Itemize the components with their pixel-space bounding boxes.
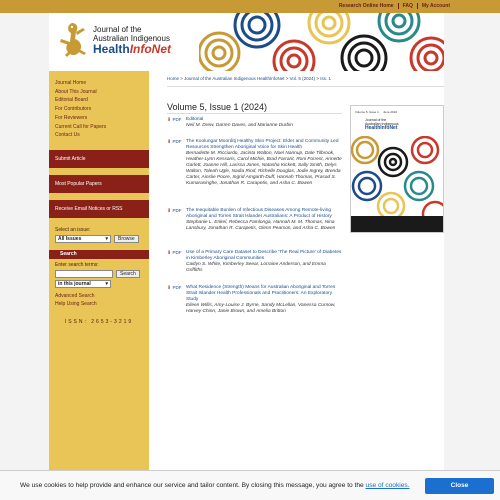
breadcrumb-journal[interactable]: Journal of the Australian Indigenous HealthInfoNet — [184, 76, 285, 81]
issue-select-row — [49, 235, 149, 243]
sidebar-item-editorial-board[interactable]: Editorial Board — [55, 97, 88, 104]
cookie-banner — [0, 470, 500, 500]
article-authors: Bernadette M. Ricciardo, Jacinta Walton, Noel Nannup, Dale Tilbrook, Heather-Lynn Kessaris, Carol Michie, Brad Farrant, Roni Forrest, Annette Garlett, Joanne Hill, Larissa Jones, Natasha Kickett, Sally Smith, Delys Walton, Taleah Ugle, Nadia Rind, Richelle Douglas, Jodie Ingrey, Brenda Carter, Ainslie Poore, Ingrid Amgarth-Duff, Hannah Thomas, Prasad S. Kumarasinghe, Jonathan R. Carapetis, and Asha C. Bowen — [186, 151, 342, 186]
pdf-icon: ⬇ — [167, 285, 172, 291]
article-title[interactable]: The Koolungar Moorditj Healthy Skin Project: Elder and Community Led Resources Strengthen Aboriginal Voice for Skin Health — [186, 139, 339, 150]
cover-issue: Volume 5, Issue 1 — [355, 110, 379, 114]
search-input[interactable] — [55, 270, 113, 278]
close-button[interactable]: Close — [425, 478, 494, 494]
sidebar-item-contact[interactable]: Contact Us — [55, 132, 80, 139]
article-title[interactable]: Editorial — [186, 117, 204, 122]
pdf-link[interactable] — [167, 208, 181, 214]
sidebar — [49, 71, 149, 475]
issue-cover-image[interactable] — [350, 105, 444, 233]
cover-circle-art — [351, 136, 444, 220]
gecko-logo-icon — [55, 19, 89, 59]
pdf-icon: ⬇ — [167, 139, 172, 145]
breadcrumb-separator: > — [284, 76, 290, 81]
breadcrumb-separator: > — [315, 76, 321, 81]
pdf-label: PDF — [172, 117, 182, 122]
pdf-icon: ⬇ — [167, 250, 172, 256]
cover-title-1: Journal of the — [365, 118, 387, 122]
pdf-label: PDF — [172, 250, 182, 255]
cookie-message — [20, 482, 410, 489]
sidebar-links — [49, 71, 149, 144]
logo-line-1: Journal of the — [93, 25, 142, 34]
pdf-label: PDF — [172, 139, 182, 144]
article-authors: Eileen Willis, Amy-Louise J. Byrne, Sandy McLellan, Vanessa Curnow, Harvey Chinn, Janie Brown, and Amelia Britton — [186, 303, 336, 314]
browse-button[interactable]: Browse — [114, 235, 139, 243]
cookie-message-text: We use cookies to help provide and enhance our service and tailor content. By closing this message, you agree to the — [20, 482, 366, 489]
cover-title-3: HealthInfoNet — [365, 125, 398, 131]
divider — [167, 113, 342, 114]
logo-brand-health: Health — [93, 42, 130, 56]
logo-brand — [93, 43, 171, 56]
pdf-link[interactable] — [167, 117, 181, 123]
popular-papers-button[interactable]: Most Popular Papers — [49, 175, 149, 193]
journal-logo-text — [93, 25, 171, 56]
breadcrumb — [167, 76, 331, 81]
cover-footer — [351, 216, 443, 232]
cover-title-2: Australian Indigenous — [365, 122, 399, 126]
cover-issue-text — [355, 110, 397, 114]
sidebar-item-reviewers[interactable]: For Reviewers — [55, 114, 88, 121]
pdf-link[interactable] — [167, 250, 181, 256]
breadcrumb-separator: > — [179, 76, 185, 81]
logo-brand-infonet: InfoNet — [129, 42, 172, 56]
chevron-down-icon: ▾ — [105, 235, 108, 242]
issue-select-value: All Issues — [58, 235, 82, 242]
pdf-label: PDF — [172, 208, 182, 213]
sidebar-item-journal-home[interactable]: Journal Home — [55, 80, 87, 86]
breadcrumb-volume[interactable]: Vol. 5 (2024) — [289, 76, 316, 81]
pdf-link[interactable] — [167, 139, 181, 145]
article-title[interactable]: What Residence (Strength) Means for Australian Aboriginal and Torres Strait Islander Health Professionals and Practitioners: An Exploratory Study — [186, 285, 336, 302]
sidebar-item-call-for-papers[interactable]: Current Call for Papers — [55, 123, 107, 130]
scope-select[interactable] — [55, 280, 111, 288]
article-authors: Stephanie L. Enkel, Rebecca Famlonga, Hannah M. M. Thomas, Nina Lansbury, Jonathan R. Carapetis, Glenn Pearson, and Asha C. Bowen — [186, 220, 336, 231]
search-input-row — [49, 270, 149, 278]
divider — [167, 86, 444, 87]
scope-select-value: in this journal — [58, 280, 91, 287]
cookie-policy-link[interactable]: use of cookies. — [365, 482, 410, 489]
search-heading: Search — [49, 250, 149, 259]
search-button[interactable]: Search — [116, 270, 140, 278]
logo-line-2: Australian Indigenous — [93, 34, 170, 43]
pdf-link[interactable] — [167, 285, 181, 291]
issn-text: ISSN: 2653-3219 — [64, 318, 134, 325]
help-search-link[interactable]: Help Using Search — [55, 301, 97, 308]
top-nav — [335, 3, 454, 9]
article-title[interactable]: The Inequitable Burden of Infectious Diseases Among Remote-living Aboriginal and Torres Strait Islander Australians: A Product of History — [186, 208, 332, 219]
email-notices-button[interactable]: Receive Email Notices or RSS — [49, 200, 149, 218]
issue-select[interactable] — [55, 235, 111, 243]
advanced-search-link[interactable]: Advanced Search — [55, 292, 95, 299]
pdf-icon: ⬇ — [167, 208, 172, 214]
journal-header[interactable] — [49, 13, 444, 71]
pdf-label: PDF — [172, 285, 182, 290]
sidebar-item-about[interactable]: About This Journal — [55, 88, 97, 95]
article-authors: Neil M. Drew, Darren Daves, and Marianne Durbin — [186, 123, 293, 128]
top-bar — [0, 0, 500, 13]
select-issue-label: Select an issue: — [55, 226, 91, 233]
search-terms-label: Enter search terms: — [55, 261, 99, 268]
submit-article-button[interactable]: Submit Article — [49, 150, 149, 168]
article-authors: Caitlyn S. White, Kimberley Seear, Lorraine Anderson, and Emma Griffiths — [186, 262, 326, 273]
page-title: Volume 5, Issue 1 (2024) — [167, 102, 268, 112]
nav-my-account[interactable]: My Account — [421, 3, 450, 9]
nav-faq[interactable]: FAQ — [399, 3, 418, 9]
cover-year: June 2024 — [383, 110, 398, 114]
chevron-down-icon: ▾ — [105, 280, 108, 287]
pdf-icon: ⬇ — [167, 117, 172, 123]
nav-research-online-home[interactable]: Research Online Home — [335, 3, 399, 9]
article-title[interactable]: Use of a Primary Care Dataset to Describe 'The Real Picture' of Diabetes in Kimberley Aboriginal Communities — [186, 250, 342, 261]
dot-circle-art — [199, 13, 444, 71]
scope-select-row — [49, 280, 149, 288]
cover-title — [365, 118, 399, 130]
breadcrumb-issue[interactable]: Iss. 1 — [320, 76, 332, 81]
breadcrumb-home[interactable]: Home — [167, 76, 180, 81]
main-content — [149, 71, 444, 475]
sidebar-item-contributors[interactable]: For Contributors — [55, 106, 92, 113]
